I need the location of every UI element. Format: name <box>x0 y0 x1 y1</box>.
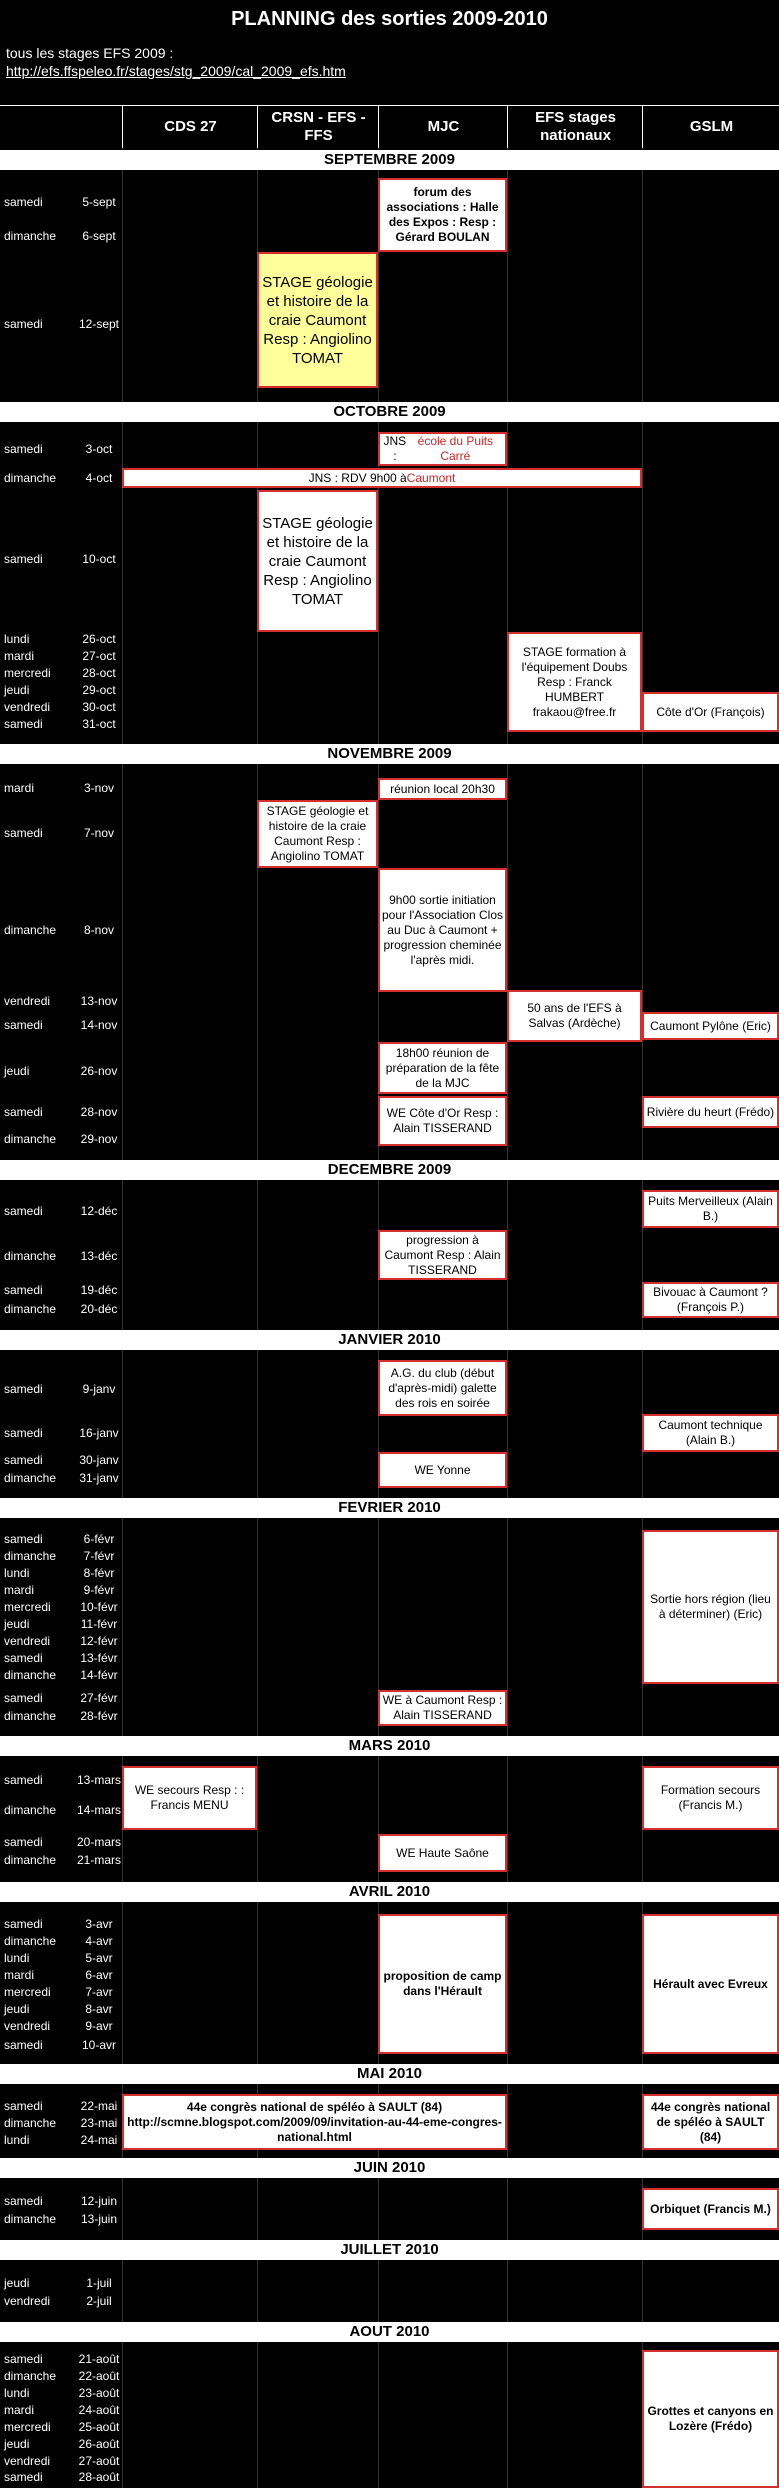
month-bar: MAI 2010 <box>0 2064 779 2084</box>
row-date: 27-févr <box>80 1691 118 1705</box>
event-lozere[interactable]: Grottes et canyons en Lozère (Frédo) <box>642 2350 779 2488</box>
row-date: 27-août <box>78 2454 120 2468</box>
row-day: dimanche <box>4 2369 57 2383</box>
row-day: dimanche <box>4 471 57 485</box>
row-date: 29-oct <box>82 683 116 697</box>
event-jns[interactable] <box>378 432 507 466</box>
row-day: samedi <box>4 195 43 209</box>
month-bar: JANVIER 2010 <box>0 1330 779 1350</box>
row-date: 12-févr <box>80 1634 118 1648</box>
row-date: 21-mars <box>76 1853 121 1867</box>
col-header-cds27: CDS 27 <box>122 106 258 148</box>
row-date: 20-mars <box>76 1835 121 1849</box>
row-day: dimanche <box>4 1668 57 1682</box>
row-date: 19-déc <box>80 1283 118 1297</box>
month-bar: FEVRIER 2010 <box>0 1498 779 1518</box>
row-day: jeudi <box>4 1064 30 1078</box>
row-date: 3-oct <box>85 442 113 456</box>
col-header-mjc: MJC <box>378 106 508 148</box>
event-jns-rdv[interactable] <box>122 468 642 488</box>
row-date: 28-oct <box>82 666 116 680</box>
row-date: 3-nov <box>83 781 115 795</box>
row-date: 12-déc <box>80 1204 118 1218</box>
row-date: 23-août <box>78 2386 120 2400</box>
row-date: 31-oct <box>82 717 116 731</box>
row-date: 28-août <box>78 2470 120 2484</box>
month-bar: JUILLET 2010 <box>0 2240 779 2260</box>
row-date: 26-oct <box>82 632 116 646</box>
event-formation-secours[interactable]: Formation secours (Francis M.) <box>642 1766 779 1830</box>
event-we-secours[interactable]: WE secours Resp : : Francis MENU <box>122 1766 257 1830</box>
row-day: samedi <box>4 717 43 731</box>
row-date: 5-sept <box>82 195 116 209</box>
row-date: 20-déc <box>80 1302 118 1316</box>
row-day: dimanche <box>4 2212 57 2226</box>
row-day: samedi <box>4 1917 43 1931</box>
month-bar: SEPTEMBRE 2009 <box>0 150 779 170</box>
event-jns-place: école du Puits Carré <box>417 434 494 463</box>
row-day: samedi <box>4 2038 43 2052</box>
row-date: 6-sept <box>82 229 116 243</box>
row-day: samedi <box>4 317 43 331</box>
month-bar: NOVEMBRE 2009 <box>0 744 779 764</box>
row-date: 24-mai <box>80 2133 118 2147</box>
row-date: 10-avr <box>81 2038 116 2052</box>
month-bar: AOUT 2010 <box>0 2322 779 2342</box>
row-day: samedi <box>4 1283 43 1297</box>
row-date: 2-juil <box>86 2294 112 2308</box>
row-day: dimanche <box>4 1302 57 1316</box>
col-header-crsn: CRSN - EFS - FFS <box>257 106 379 148</box>
row-date: 28-nov <box>80 1105 118 1119</box>
row-day: vendredi <box>4 2019 51 2033</box>
row-day: dimanche <box>4 1803 57 1817</box>
row-date: 6-avr <box>85 1968 113 1982</box>
row-day: mardi <box>4 1583 35 1597</box>
row-day: jeudi <box>4 2002 30 2016</box>
row-day: dimanche <box>4 2116 57 2130</box>
row-date: 31-janv <box>79 1471 119 1485</box>
row-date: 22-mai <box>80 2099 118 2113</box>
row-date: 30-janv <box>79 1453 119 1467</box>
row-day: jeudi <box>4 1617 30 1631</box>
intro-text: tous les stages EFS 2009 : <box>6 45 174 61</box>
row-day: vendredi <box>4 1634 51 1648</box>
row-day: lundi <box>4 2133 30 2147</box>
row-date: 13-mars <box>76 1773 121 1787</box>
row-date: 30-oct <box>82 700 116 714</box>
event-jns-prefix: JNS : <box>383 434 407 463</box>
row-date: 25-août <box>78 2420 120 2434</box>
row-day: mardi <box>4 781 35 795</box>
event-puits-merveilleux[interactable]: Puits Merveilleux (Alain B.) <box>642 1190 779 1228</box>
event-reunion[interactable]: réunion local 20h30 <box>378 778 507 800</box>
col-header-gslm: GSLM <box>642 106 779 148</box>
row-day: dimanche <box>4 1549 57 1563</box>
row-date: 9-févr <box>83 1583 115 1597</box>
event-stage-sept[interactable]: STAGE géologie et histoire de la craie Caumont Resp : Angiolino TOMAT <box>257 252 378 388</box>
row-day: samedi <box>4 1691 43 1705</box>
row-day: samedi <box>4 1453 43 1467</box>
row-day: samedi <box>4 2352 43 2366</box>
event-orbiquet[interactable]: Orbiquet (Francis M.) <box>642 2188 779 2230</box>
row-date: 14-nov <box>80 1018 118 1032</box>
row-date: 9-janv <box>82 1382 116 1396</box>
row-day: vendredi <box>4 2294 51 2308</box>
row-date: 7-nov <box>83 826 115 840</box>
col-header-efs: EFS stages nationaux <box>507 106 643 148</box>
intro <box>6 44 346 80</box>
row-date: 21-août <box>78 2352 120 2366</box>
event-congres-gslm[interactable]: 44e congrès national de spéléo à SAULT (84) <box>642 2094 779 2150</box>
row-date: 23-mai <box>80 2116 118 2130</box>
row-date: 26-août <box>78 2437 120 2451</box>
row-date: 28-févr <box>80 1709 118 1723</box>
row-day: vendredi <box>4 700 51 714</box>
event-jns-rdv-prefix: JNS : RDV 9h00 à <box>308 470 407 485</box>
row-date: 16-janv <box>79 1426 119 1440</box>
row-date: 14-mars <box>76 1803 121 1817</box>
row-day: samedi <box>4 552 43 566</box>
row-day: jeudi <box>4 683 30 697</box>
row-date: 11-févr <box>80 1617 118 1631</box>
row-day: samedi <box>4 2099 43 2113</box>
row-date: 29-nov <box>80 1132 118 1146</box>
row-day: samedi <box>4 1651 43 1665</box>
stages-link[interactable]: http://efs.ffspeleo.fr/stages/stg_2009/cal_2009_efs.htm <box>6 63 346 79</box>
event-cote-or[interactable]: Côte d'Or (François) <box>642 692 779 732</box>
row-day: vendredi <box>4 2454 51 2468</box>
row-day: mardi <box>4 2403 35 2417</box>
event-caumont-technique[interactable]: Caumont technique (Alain B.) <box>642 1414 779 1452</box>
row-date: 10-févr <box>80 1600 118 1614</box>
row-day: lundi <box>4 2386 30 2400</box>
row-day: samedi <box>4 2194 43 2208</box>
row-day: dimanche <box>4 923 57 937</box>
row-day: mercredi <box>4 666 51 680</box>
event-reunion-fete[interactable]: 18h00 réunion de préparation de la fête de la MJC <box>378 1042 507 1094</box>
event-camp-herault[interactable]: proposition de camp dans l'Hérault <box>378 1914 507 2054</box>
event-jns-rdv-place: Caumont <box>406 470 456 485</box>
event-progression[interactable]: progression à Caumont Resp : Alain TISSERAND <box>378 1230 507 1280</box>
row-date: 8-févr <box>83 1566 115 1580</box>
row-day: samedi <box>4 1426 43 1440</box>
row-day: jeudi <box>4 2276 30 2290</box>
row-day: dimanche <box>4 1132 57 1146</box>
row-date: 13-juin <box>80 2212 118 2226</box>
event-heurt[interactable]: Rivière du heurt (Frédo) <box>642 1096 779 1128</box>
row-date: 4-oct <box>85 471 113 485</box>
month-bar: MARS 2010 <box>0 1736 779 1756</box>
row-date: 12-sept <box>78 317 120 331</box>
row-date: 26-nov <box>80 1064 118 1078</box>
event-stage-doubs[interactable]: STAGE formation à l'équipement Doubs Resp : Franck HUMBERT frakaou@free.fr <box>507 632 642 732</box>
month-bar: OCTOBRE 2009 <box>0 402 779 422</box>
event-sortie-init[interactable]: 9h00 sortie initiation pour l'Association Clos au Duc à Caumont + progression cheminée l'après midi. <box>378 868 507 992</box>
row-day: samedi <box>4 1018 43 1032</box>
event-hors-region[interactable]: Sortie hors région (lieu à déterminer) (Eric) <box>642 1530 779 1684</box>
month-bar: AVRIL 2010 <box>0 1882 779 1902</box>
event-herault-evreux[interactable]: Hérault avec Evreux <box>642 1914 779 2054</box>
row-day: lundi <box>4 1566 30 1580</box>
row-date: 27-oct <box>82 649 116 663</box>
row-day: samedi <box>4 1773 43 1787</box>
row-day: dimanche <box>4 1709 57 1723</box>
event-stage-nov[interactable]: STAGE géologie et histoire de la craie Caumont Resp : Angiolino TOMAT <box>257 800 378 868</box>
month-bar: JUIN 2010 <box>0 2158 779 2178</box>
event-efs-50[interactable]: 50 ans de l'EFS à Salvas (Ardèche) <box>507 990 642 1042</box>
row-day: samedi <box>4 1835 43 1849</box>
row-date: 8-nov <box>83 923 115 937</box>
row-day: samedi <box>4 442 43 456</box>
row-day: mercredi <box>4 1600 51 1614</box>
event-ag[interactable]: A.G. du club (début d'après-midi) galette des rois en soirée <box>378 1360 507 1416</box>
row-date: 14-févr <box>80 1668 118 1682</box>
row-date: 7-févr <box>83 1549 115 1563</box>
row-day: mardi <box>4 1968 35 1982</box>
row-day: dimanche <box>4 1249 57 1263</box>
row-date: 22-août <box>78 2369 120 2383</box>
row-day: dimanche <box>4 1853 57 1867</box>
row-date: 10-oct <box>82 552 116 566</box>
row-day: dimanche <box>4 229 57 243</box>
event-we-cote-or[interactable]: WE Côte d'Or Resp : Alain TISSERAND <box>378 1096 507 1146</box>
row-date: 7-avr <box>85 1985 113 1999</box>
row-day: samedi <box>4 1382 43 1396</box>
event-we-caumont[interactable]: WE à Caumont Resp : Alain TISSERAND <box>378 1690 507 1726</box>
row-day: jeudi <box>4 2437 30 2451</box>
row-date: 5-avr <box>85 1951 113 1965</box>
row-date: 13-févr <box>80 1651 118 1665</box>
row-date: 13-déc <box>80 1249 118 1263</box>
row-date: 12-juin <box>80 2194 118 2208</box>
event-we-yonne[interactable]: WE Yonne <box>378 1452 507 1488</box>
row-date: 3-avr <box>85 1917 113 1931</box>
row-day: samedi <box>4 826 43 840</box>
row-day: mardi <box>4 649 35 663</box>
row-day: mercredi <box>4 1985 51 1999</box>
row-date: 9-avr <box>85 2019 113 2033</box>
event-congres[interactable]: 44e congrès national de spéléo à SAULT (84) http://scmne.blogspot.com/2009/09/invitation-au-44-eme-congres-national.html <box>122 2094 507 2150</box>
event-forum[interactable]: forum des associations : Halle des Expos : Resp : Gérard BOULAN <box>378 178 507 252</box>
row-day: mercredi <box>4 2420 51 2434</box>
row-day: lundi <box>4 1951 30 1965</box>
event-bivouac[interactable]: Bivouac à Caumont ? (François P.) <box>642 1282 779 1318</box>
row-day: samedi <box>4 1532 43 1546</box>
row-day: dimanche <box>4 1934 57 1948</box>
row-day: samedi <box>4 1105 43 1119</box>
page-title: PLANNING des sorties 2009-2010 <box>231 8 548 30</box>
event-we-haute-saone[interactable]: WE Haute Saône <box>378 1834 507 1872</box>
row-day: samedi <box>4 1204 43 1218</box>
event-stage-oct[interactable]: STAGE géologie et histoire de la craie Caumont Resp : Angiolino TOMAT <box>257 490 378 632</box>
month-bar: DECEMBRE 2009 <box>0 1160 779 1180</box>
row-date: 8-avr <box>85 2002 113 2016</box>
row-day: vendredi <box>4 994 51 1008</box>
row-date: 6-févr <box>83 1532 115 1546</box>
event-pylone[interactable]: Caumont Pylône (Eric) <box>642 1012 779 1040</box>
row-date: 1-juil <box>86 2276 112 2290</box>
row-day: dimanche <box>4 1471 57 1485</box>
row-date: 13-nov <box>80 994 118 1008</box>
row-date: 4-avr <box>85 1934 113 1948</box>
row-day: samedi <box>4 2470 43 2484</box>
row-date: 24-août <box>78 2403 120 2417</box>
col-divider <box>507 106 508 2488</box>
row-day: lundi <box>4 632 30 646</box>
